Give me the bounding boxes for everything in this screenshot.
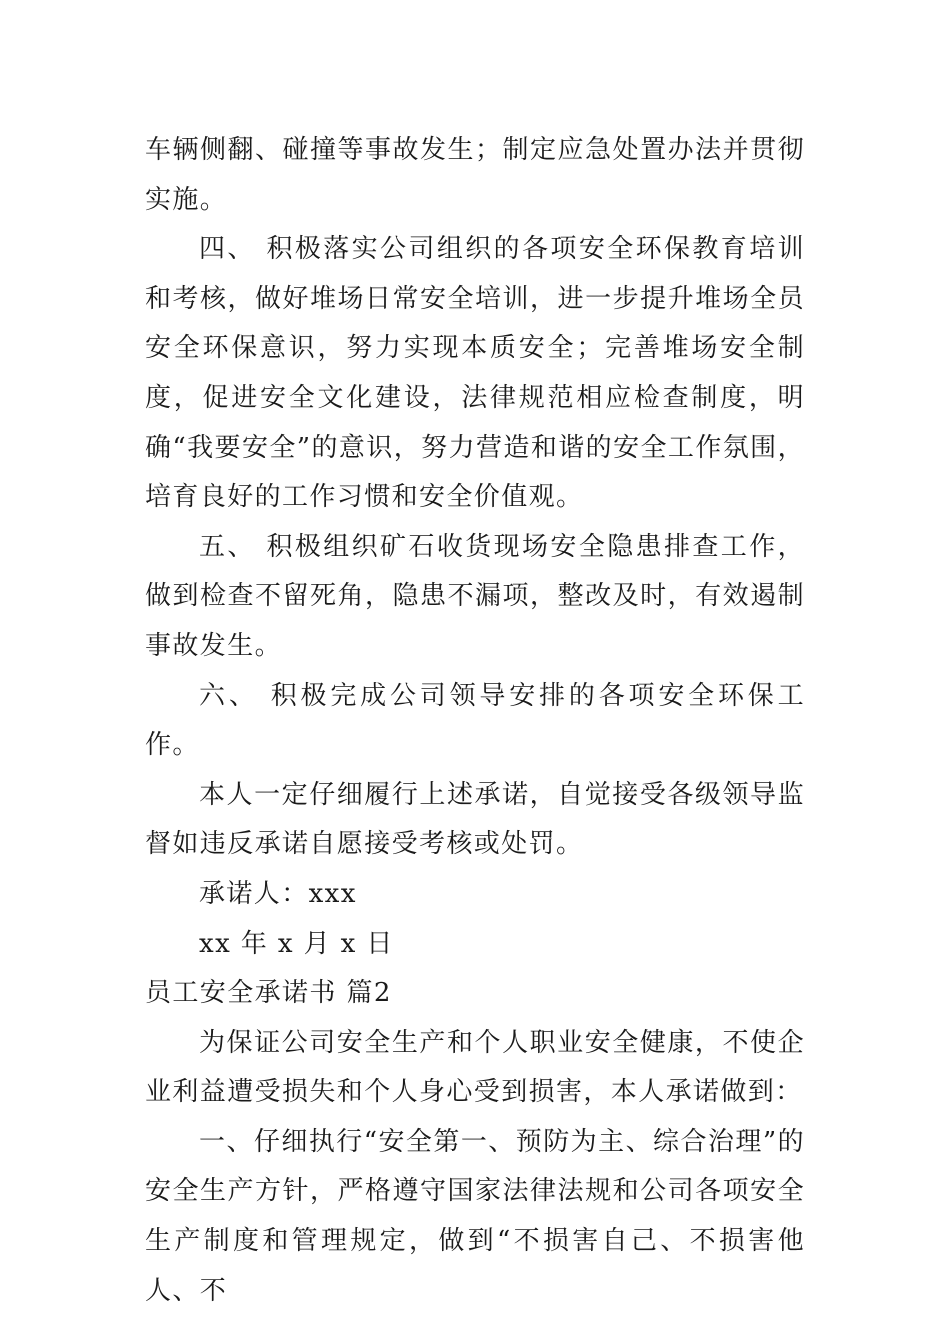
signer-line: 承诺人：xxx	[199, 878, 357, 909]
document-body	[145, 126, 805, 1316]
paragraph-item-4: 四、 积极落实公司组织的各项安全环保教育培训和考核，做好堆场日常安全培训，进一步提升堆场全员安全环保意识，努力实现本质安全；完善堆场安全制度，促进安全文化建设，法律规范相应检查制度，明确“我要安全”的意识，努力营造和谐的安全工作氛围，培育良好的工作习惯和安全价值观。	[145, 234, 805, 513]
paragraph-intro: 为保证公司安全生产和个人职业安全健康，不使企业利益遭受损失和个人身心受到损害，本人承诺做到：	[145, 1027, 805, 1108]
paragraph-continuation: 车辆侧翻、碰撞等事故发生；制定应急处置办法并贯彻实施。	[145, 135, 805, 215]
paragraph-item-1: 一、仔细执行“安全第一、预防为主、综合治理”的安全生产方针，严格遵守国家法律法规和公司各项安全生产制度和管理规定，做到“不损害自己、不损害他人、不	[145, 1126, 805, 1306]
section-heading: 员工安全承诺书 篇2	[145, 978, 392, 1009]
paragraph-pledge: 本人一定仔细履行上述承诺，自觉接受各级领导监督如违反承诺自愿接受考核或处罚。	[145, 779, 805, 860]
date-line: xx 年 x 月 x 日	[199, 928, 394, 959]
paragraph-item-6: 六、 积极完成公司领导安排的各项安全环保工作。	[145, 680, 805, 761]
paragraph-item-5: 五、 积极组织矿石收货现场安全隐患排查工作，做到检查不留死角，隐患不漏项，整改及时，有效遏制事故发生。	[145, 531, 805, 661]
